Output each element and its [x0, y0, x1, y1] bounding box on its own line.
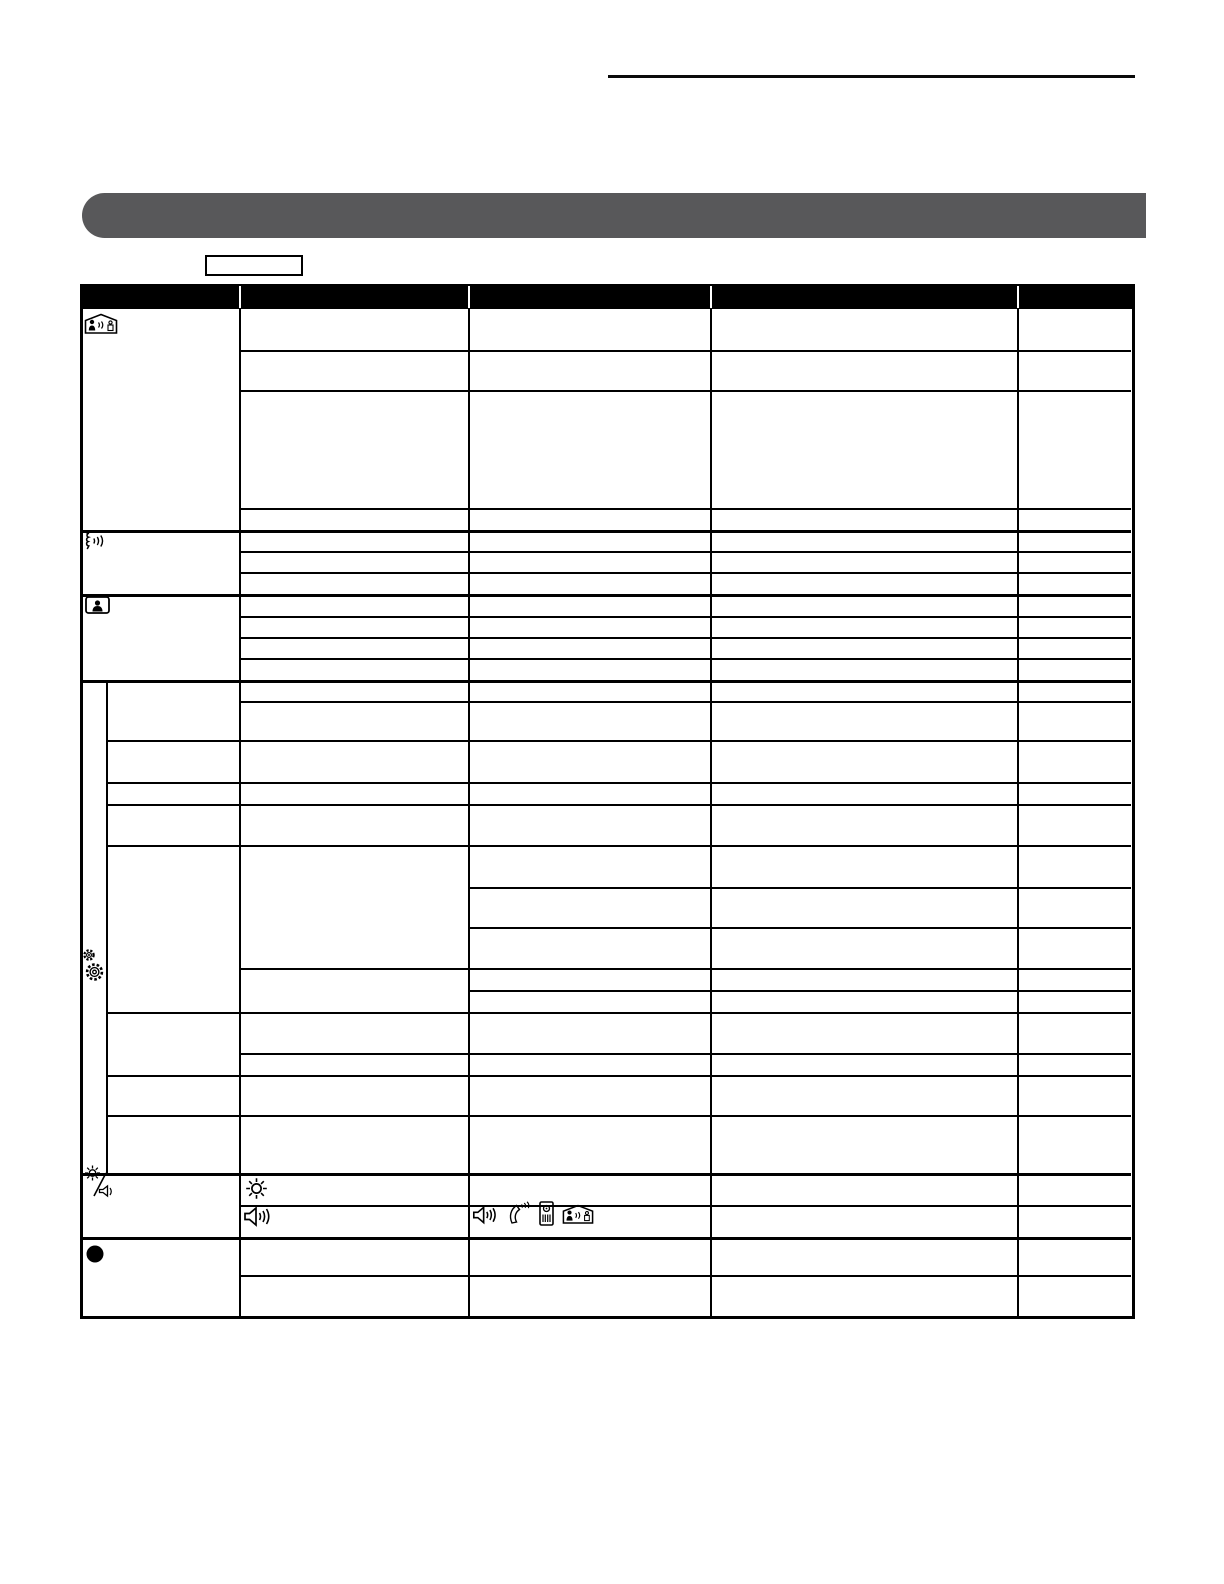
- table-row-line: [106, 845, 1131, 847]
- door-station-icon: [562, 1204, 594, 1224]
- table-row-line: [106, 804, 1131, 806]
- table-row-line: [239, 968, 1131, 970]
- table-row-line: [239, 508, 1131, 510]
- table-row-line: [106, 1075, 1131, 1077]
- black-circle-icon: [86, 1245, 104, 1263]
- table-row-line: [468, 887, 1131, 889]
- table-column-line: [239, 309, 241, 1318]
- table-row-line: [239, 390, 1131, 392]
- table-header-col2: [241, 285, 468, 309]
- table-row-line: [239, 551, 1131, 553]
- door-station-icon: [84, 313, 118, 334]
- header-divider: [239, 286, 241, 308]
- brightness-volume-icon: [84, 1164, 114, 1200]
- table-row-line: [239, 637, 1131, 639]
- doorphone-icon: [539, 1201, 554, 1226]
- handset-icon: [508, 1201, 530, 1225]
- talk-icon: [81, 530, 109, 551]
- table-column-line: [106, 680, 108, 1175]
- table-row-line: [239, 1205, 1131, 1207]
- table-row-line: [239, 616, 1131, 618]
- table-header-col5: [1019, 285, 1133, 309]
- table-row-line: [106, 740, 1131, 742]
- table-column-line: [710, 309, 712, 1318]
- table-row-line: [106, 1012, 1131, 1014]
- table-column-line: [468, 309, 470, 1318]
- sun-icon: [244, 1176, 269, 1201]
- header-divider: [1017, 286, 1019, 308]
- section-title-bar: [82, 193, 1146, 238]
- table-row-line: [106, 1115, 1131, 1117]
- speaker-icon: [472, 1204, 498, 1226]
- table-row-line: [239, 658, 1131, 660]
- table-row-line: [239, 701, 1131, 703]
- table-row-line: [239, 350, 1131, 352]
- speaker-icon: [243, 1205, 272, 1228]
- table-row-line: [468, 990, 1131, 992]
- page-header-rule: [608, 75, 1135, 78]
- table-column-line: [1017, 309, 1019, 1318]
- header-divider: [710, 286, 712, 308]
- table-row-line: [468, 927, 1131, 929]
- legend-box: [205, 255, 303, 276]
- table-header-col1: [82, 285, 239, 309]
- table-row-line: [239, 1275, 1131, 1277]
- gears-icon: [82, 947, 105, 984]
- monitor-icon: [85, 596, 110, 614]
- table-row-line: [239, 572, 1131, 574]
- header-divider: [468, 286, 470, 308]
- table-row-line: [239, 1053, 1131, 1055]
- table-header-col3: [470, 285, 710, 309]
- table-header-row: [82, 285, 1133, 309]
- table-header-col4: [712, 285, 1017, 309]
- table-row-line: [106, 782, 1131, 784]
